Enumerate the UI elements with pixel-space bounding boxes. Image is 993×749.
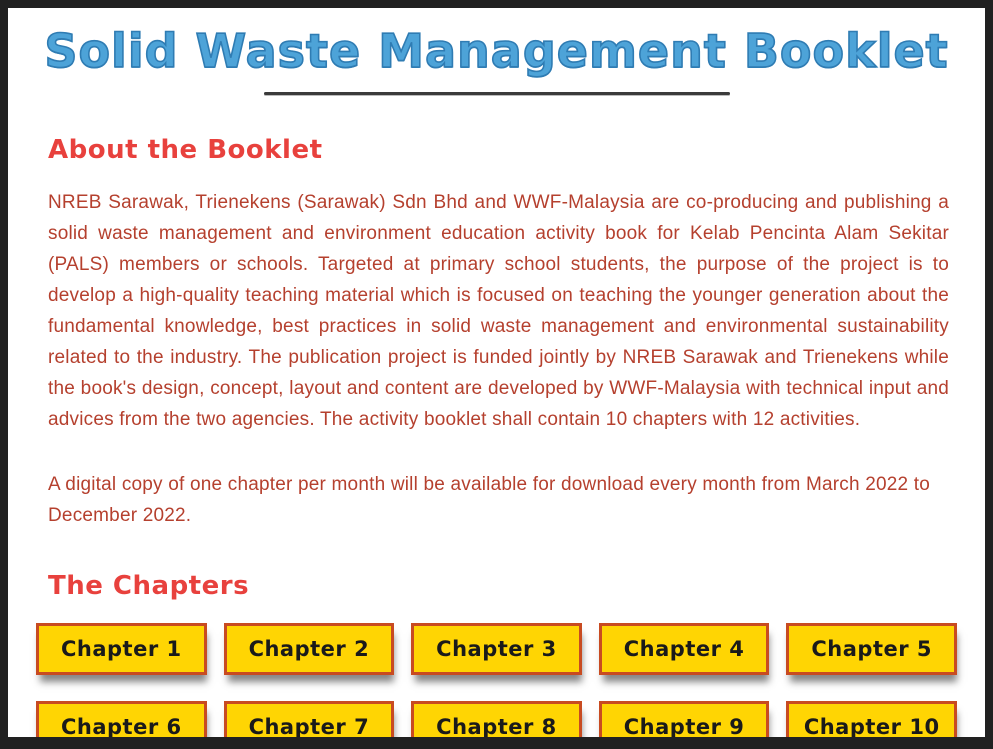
chapter-4-button[interactable]: Chapter 4 [599, 623, 770, 675]
chapter-6-button[interactable]: Chapter 6 [36, 701, 207, 749]
about-heading: About the Booklet [48, 135, 323, 165]
chapter-1-button[interactable]: Chapter 1 [36, 623, 207, 675]
availability-paragraph: A digital copy of one chapter per month will be available for download every month from March 2022 to December 2022. [48, 474, 931, 526]
chapter-8-button[interactable]: Chapter 8 [411, 701, 582, 749]
about-paragraph: NREB Sarawak, Trienekens (Sarawak) Sdn Bhd and WWF-Malaysia are co-producing and publishing a solid waste management and environment education activity book for Kelab Pencinta Alam Sekitar (PALS) members or schools. Targeted at primary school students, the purpose of the project is to develop a high-quality teaching material which is focused on teaching the younger generation about the fundamental knowledge, best practices in solid waste management and environmental sustainability related to the industry. The publication project is funded jointly by NREB Sarawak and Trienekens while the book's design, concept, layout and content are developed by WWF-Malaysia with technical input and advices from the two agencies. The activity booklet shall contain 10 chapters with 12 activities. [48, 192, 949, 430]
chapter-10-button[interactable]: Chapter 10 [786, 701, 957, 749]
page-title: Solid Waste Management Booklet [44, 24, 949, 78]
booklet-page [8, 24, 985, 749]
title-underline [264, 92, 730, 95]
chapter-3-button[interactable]: Chapter 3 [411, 623, 582, 675]
chapter-2-button[interactable]: Chapter 2 [224, 623, 395, 675]
chapter-7-button[interactable]: Chapter 7 [224, 701, 395, 749]
chapter-5-button[interactable]: Chapter 5 [786, 623, 957, 675]
chapters-heading: The Chapters [48, 571, 250, 601]
chapter-9-button[interactable]: Chapter 9 [599, 701, 770, 749]
chapter-grid [36, 623, 957, 749]
